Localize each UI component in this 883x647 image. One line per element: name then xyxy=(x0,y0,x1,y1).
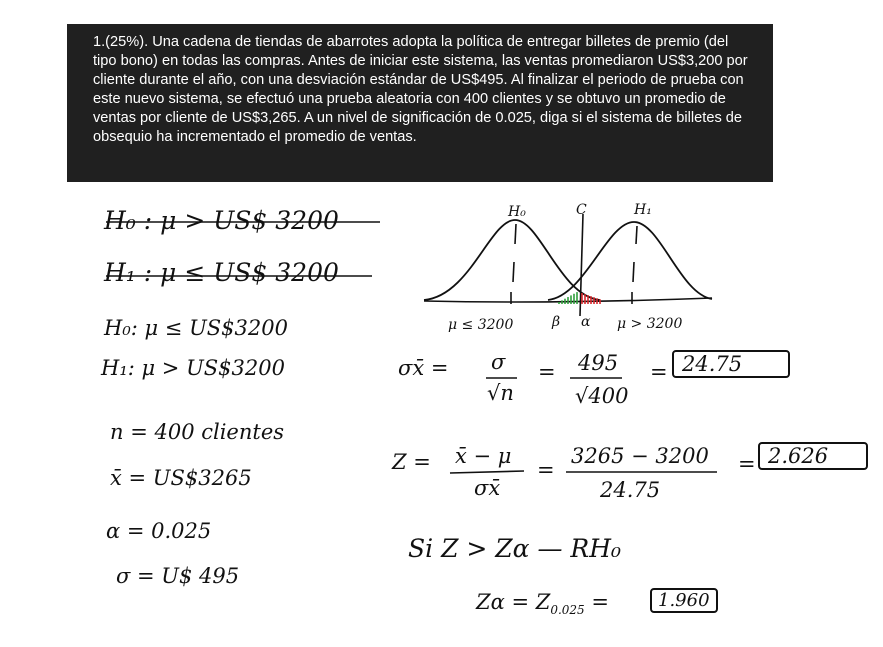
std-error-eq2: = xyxy=(650,360,668,384)
alpha-region-hatch xyxy=(582,293,600,304)
crossed-h0-statement: H₀ : μ > US$ 3200 xyxy=(104,206,339,235)
beta-region-hatch xyxy=(559,292,577,304)
given-n: n = 400 clientes xyxy=(110,420,285,444)
crossed-h1-statement: H₁ : μ ≤ US$ 3200 xyxy=(104,258,339,287)
h1-statement: H₁: μ > US$3200 xyxy=(101,356,285,380)
h0-curve xyxy=(424,220,600,300)
axis-label-alpha: α xyxy=(581,314,591,330)
critical-value-result: 1.960 xyxy=(650,588,718,613)
h1-curve xyxy=(548,222,712,300)
diagram-label-h0: H₀ xyxy=(508,204,526,220)
z-stat-eq1: = xyxy=(537,458,555,482)
std-error-den2: √400 xyxy=(575,384,629,408)
z-stat-lhs: Z = xyxy=(392,450,431,474)
problem-statement-text: 1.(25%). Una cadena de tiendas de abarrotes adopta la política de entregar billetes de premio (del tipo bono) en todas las compras. Antes de iniciar este sistema, las ventas promediaron US$3,200 por cliente durante el año, con una desviación estándar de US$495. Al finalizar el periodo de prueba con este nuevo sistema, se efectuó una prueba aleatoria con 400 clientes y se obtuvo un promedio de ventas por cliente de US$3,265. A un nivel de significación de 0.025, diga si el sistema de billetes de obsequio ha incrementado el promedio de ventas. xyxy=(93,34,748,145)
z-stat-den2: 24.75 xyxy=(600,478,661,502)
diagram-label-h1: H₁ xyxy=(634,202,652,218)
h1-mean-dash-2 xyxy=(633,262,634,282)
h0-statement: H₀: μ ≤ US$3200 xyxy=(104,316,288,340)
z-stat-den1: σx̄ xyxy=(474,476,501,500)
z-stat-eq2: = xyxy=(738,452,756,476)
critical-value-lhs-text: Zα = Z xyxy=(476,590,551,614)
z-stat-result: 2.626 xyxy=(758,442,868,470)
given-alpha: α = 0.025 xyxy=(106,519,212,543)
h1-mean-dash-1 xyxy=(636,226,637,244)
critical-value-eq: = xyxy=(591,590,609,614)
decision-rule: Si Z > Zα — RH₀ xyxy=(408,534,622,563)
diagram-label-c: C xyxy=(576,202,587,218)
std-error-den1: √n xyxy=(487,381,514,405)
std-error-result: 24.75 xyxy=(672,350,790,378)
std-error-num2: 495 xyxy=(578,351,619,375)
axis-label-beta: β xyxy=(552,314,561,330)
z-fraction-line-1 xyxy=(450,471,524,473)
h0-mean-dash-1 xyxy=(515,224,516,244)
std-error-lhs: σx̄ = xyxy=(398,356,449,380)
axis-label-right: μ > 3200 xyxy=(617,316,683,332)
z-stat-num2: 3265 − 3200 xyxy=(571,444,709,468)
z-stat-num1: x̄ − μ xyxy=(455,444,512,468)
critical-value-lhs xyxy=(476,590,609,617)
given-xbar: x̄ = US$3265 xyxy=(110,466,252,490)
axis-label-left: μ ≤ 3200 xyxy=(448,317,514,333)
std-error-eq1: = xyxy=(538,360,556,384)
given-sigma: σ = U$ 495 xyxy=(116,564,240,588)
h0-mean-dash-2 xyxy=(513,262,514,282)
critical-value-subscript: 0.025 xyxy=(550,603,585,618)
std-error-num1: σ xyxy=(491,350,506,374)
